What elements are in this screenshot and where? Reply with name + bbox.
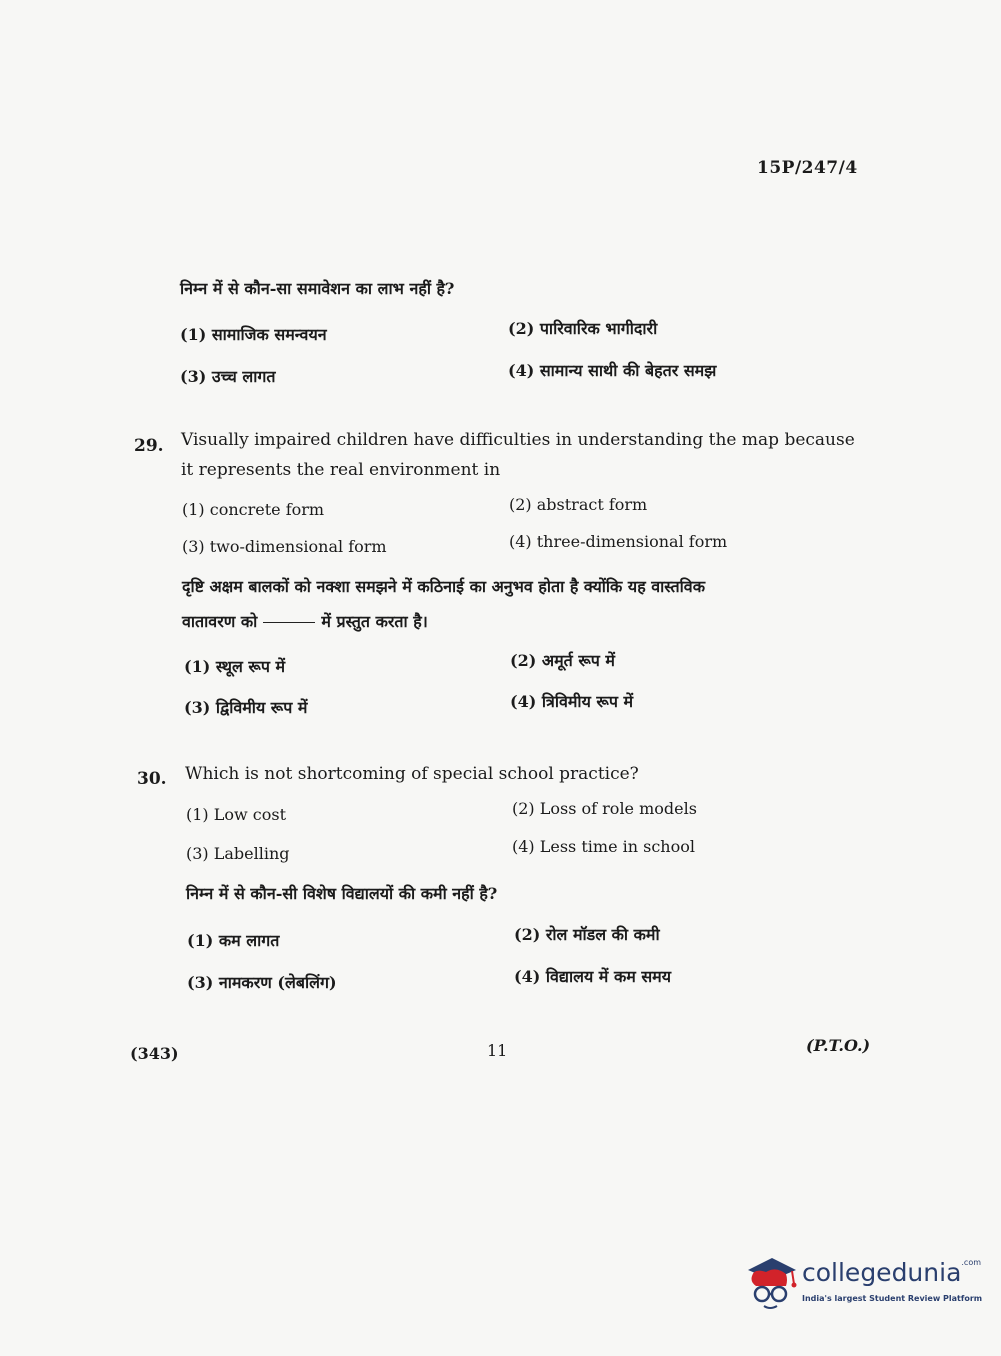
q29-hindi-option-2: (2) अमूर्त रूप में [510,651,615,670]
q29-hindi-option-1: (1) स्थूल रूप में [184,657,286,676]
q29-hindi-line-2-end: में प्रस्तुत करता है। [321,612,428,631]
student-mascot-icon [742,1250,800,1314]
q30-option-3: (3) Labelling [186,844,290,863]
q29-line-1: Visually impaired children have difficulties in understanding the map because [181,430,855,450]
q30-option-4: (4) Less time in school [512,837,695,856]
q30-hindi-option-3: (3) नामकरण (लेबलिंग) [187,973,337,992]
q30-hindi-question: निम्न में से कौन-सी विशेष विद्यालयों की कमी नहीं है? [186,884,498,903]
collegedunia-wordmark [802,1258,981,1287]
q29-option-2: (2) abstract form [509,495,648,514]
q29-option-3: (3) two-dimensional form [182,537,387,556]
q28-hindi-option-4: (4) सामान्य साथी की बेहतर समझ [508,361,717,380]
q29-hindi-line-1: दृष्टि अक्षम बालकों को नक्शा समझने में कठिनाई का अनुभव होता है क्योंकि यह वास्तविक [182,577,705,596]
q28-hindi-option-3: (3) उच्च लागत [180,367,276,386]
q29-line-2: it represents the real environment in [181,460,501,480]
collegedunia-logo [742,1250,983,1318]
q30-hindi-option-2: (2) रोल मॉडल की कमी [514,925,660,944]
q28-hindi-option-1: (1) सामाजिक समन्वयन [180,325,327,344]
q30-option-1: (1) Low cost [186,805,287,824]
q29-hindi-line-2-start: वातावरण को [182,612,258,631]
wordmark-text: collegedunia [802,1258,962,1287]
q28-hindi-question: निम्न में से कौन-सा समावेशन का लाभ नहीं है? [180,279,455,298]
wordmark-suffix: .com [961,1258,982,1267]
q28-hindi-option-2: (2) पारिवारिक भागीदारी [508,319,658,338]
collegedunia-tagline: India's largest Student Review Platform [802,1294,983,1303]
q30-number: 30. [137,769,167,789]
q29-number: 29. [134,436,164,456]
q29-hindi-option-4: (4) त्रिविमीय रूप में [510,692,634,711]
q30-hindi-option-4: (4) विद्यालय में कम समय [514,967,672,986]
q30-hindi-option-1: (1) कम लागत [187,931,280,950]
page-number: 11 [487,1041,508,1060]
paper-code: 15P/247/4 [757,158,858,178]
q29-hindi-option-3: (3) द्विविमीय रूप में [184,698,308,717]
q30-question: Which is not shortcoming of special school practice? [185,764,639,784]
footer-booklet-code: (343) [130,1044,179,1063]
fill-in-blank [263,622,315,623]
q29-option-1: (1) concrete form [182,500,325,519]
please-turn-over: (P.T.O.) [806,1036,871,1055]
q29-hindi-line-2 [182,610,428,632]
q30-option-2: (2) Loss of role models [512,799,697,818]
q29-option-4: (4) three-dimensional form [509,532,728,551]
